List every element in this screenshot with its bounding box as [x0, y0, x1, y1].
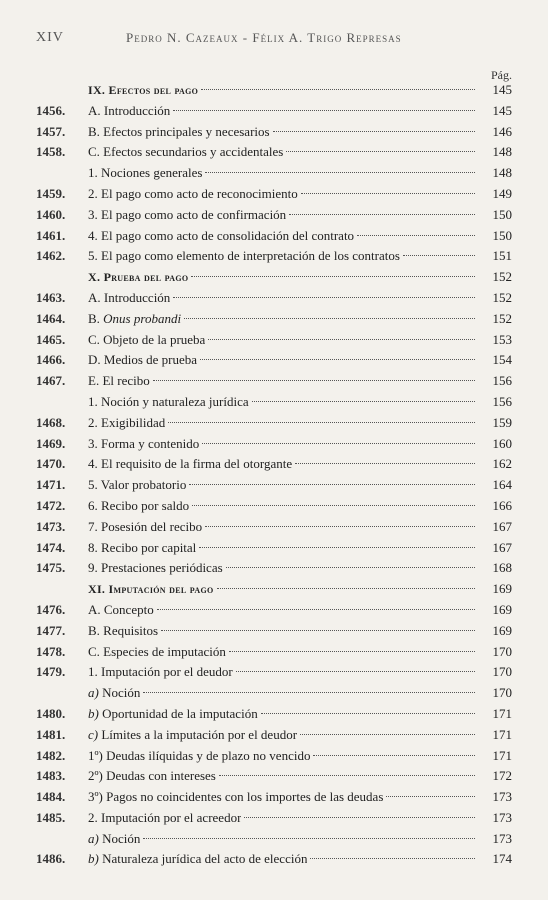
toc-paragraph-number: 1459. [36, 185, 66, 201]
dot-leader [300, 734, 475, 735]
dot-leader [236, 671, 475, 672]
toc-paragraph-number: 1462. [36, 248, 66, 264]
toc-entry-title: a) Noción [88, 830, 141, 846]
toc-paragraph-number: 1477. [36, 622, 66, 638]
toc-entry [36, 246, 512, 267]
toc-paragraph-number: 1460. [36, 206, 66, 222]
dot-leader [403, 255, 475, 256]
toc-entry [36, 434, 512, 455]
toc-entry-title: 3. El pago como acto de confirmación [88, 206, 287, 222]
dot-leader [191, 276, 475, 277]
toc-entry-title: B. Requisitos [88, 622, 159, 638]
toc-page-number: 172 [492, 768, 512, 784]
toc-page-number: 173 [492, 789, 512, 805]
toc-entry [36, 226, 512, 247]
toc-entry [36, 849, 512, 870]
toc-page-number: 156 [492, 393, 512, 409]
dot-leader [153, 380, 475, 381]
dot-leader [189, 484, 475, 485]
page-folio: XIV [36, 30, 64, 45]
toc-entry [36, 413, 512, 434]
toc-paragraph-number: 1482. [36, 747, 66, 763]
dot-leader [357, 235, 475, 236]
toc-entry-title: 3º) Pagos no coincidentes con los importes de las deudas [88, 789, 384, 805]
toc-entry-title: 6. Recibo por saldo [88, 497, 190, 513]
toc-page-number: 152 [492, 269, 512, 285]
dot-leader [229, 651, 475, 652]
toc-entry-title: D. Medios de prueba [88, 352, 198, 368]
dot-leader [143, 838, 475, 839]
toc-page-number: 170 [492, 685, 512, 701]
toc-page-number: 168 [492, 560, 512, 576]
toc-page-number: 152 [492, 310, 512, 326]
toc-paragraph-number: 1474. [36, 539, 66, 555]
toc-entry-title: c) Límites a la imputación por el deudor [88, 726, 298, 742]
toc-entry-title: 9. Prestaciones periódicas [88, 560, 223, 576]
dot-leader [286, 151, 475, 152]
toc-entry [36, 330, 512, 351]
toc-entry-title: A. Concepto [88, 601, 154, 617]
toc-page-number: 169 [492, 581, 512, 597]
toc-paragraph-number: 1473. [36, 518, 66, 534]
dot-leader [295, 463, 475, 464]
toc-paragraph-number: 1479. [36, 664, 66, 680]
toc-paragraph-number: 1470. [36, 456, 66, 472]
toc-entry-title: E. El recibo [88, 373, 150, 389]
toc-entry-title: B. Onus probandi [88, 310, 182, 326]
toc-entry-title: 1º) Deudas ilíquidas y de plazo no vencido [88, 747, 311, 763]
toc-entry-title: 5. El pago como elemento de interpretación de los contratos [88, 248, 400, 264]
toc-page-number: 169 [492, 622, 512, 638]
toc-entry-title: C. Objeto de la prueba [88, 331, 206, 347]
dot-leader [173, 297, 475, 298]
toc-section-heading [36, 579, 512, 600]
toc-entry [36, 725, 512, 746]
toc-page-number: 171 [492, 705, 512, 721]
toc-entry-title: A. Introducción [88, 102, 171, 118]
dot-leader [192, 505, 475, 506]
toc-entry-title: 2. Imputación por el acreedor [88, 809, 242, 825]
toc-entry-title: 2. Exigibilidad [88, 414, 166, 430]
toc-page-number: 154 [492, 352, 512, 368]
toc-section-heading [36, 267, 512, 288]
dot-leader [244, 817, 475, 818]
dot-leader [219, 775, 475, 776]
toc-page-number: 145 [492, 102, 512, 118]
toc-paragraph-number: 1466. [36, 352, 66, 368]
toc-paragraph-number: 1476. [36, 601, 66, 617]
toc-paragraph-number: 1483. [36, 768, 66, 784]
toc-page-number: 160 [492, 435, 512, 451]
toc-entry-title: b) Naturaleza jurídica del acto de elección [88, 851, 308, 867]
toc-entry [36, 392, 512, 413]
toc-entry [36, 662, 512, 683]
toc-paragraph-number: 1481. [36, 726, 66, 742]
toc-entry [36, 517, 512, 538]
page-header [36, 30, 512, 50]
toc-paragraph-number: 1486. [36, 851, 66, 867]
toc-paragraph-number: 1467. [36, 373, 66, 389]
toc-page-number: 170 [492, 664, 512, 680]
toc-entry-title: 4. El pago como acto de consolidación del contrato [88, 227, 355, 243]
running-head: Pedro N. Cazeaux - Félix A. Trigo Represas [126, 30, 402, 45]
toc-entry [36, 288, 512, 309]
toc-entry-title: b) Oportunidad de la imputación [88, 705, 258, 721]
toc-entry-title: 4. El requisito de la firma del otorgante [88, 456, 293, 472]
toc-page-number: 149 [492, 185, 512, 201]
toc-paragraph-number: 1471. [36, 477, 66, 493]
toc-entry-title: 3. Forma y contenido [88, 435, 200, 451]
toc-page-number: 171 [492, 726, 512, 742]
toc-entry-title: 5. Valor probatorio [88, 477, 187, 493]
toc-entry-title: B. Efectos principales y necesarios [88, 123, 270, 139]
toc-page-number: 153 [492, 331, 512, 347]
toc-entry [36, 496, 512, 517]
toc-page-number: 151 [492, 248, 512, 264]
toc-entry [36, 746, 512, 767]
toc-entry [36, 808, 512, 829]
dot-leader [157, 609, 475, 610]
toc-paragraph-number: 1457. [36, 123, 66, 139]
toc-page-number: 171 [492, 747, 512, 763]
dot-leader [252, 401, 475, 402]
toc-entry-title: a) Noción [88, 685, 141, 701]
toc-paragraph-number: 1464. [36, 310, 66, 326]
toc-entry [36, 350, 512, 371]
dot-leader [205, 172, 475, 173]
dot-leader [201, 89, 475, 90]
toc-paragraph-number: 1456. [36, 102, 66, 118]
toc-page-number: 146 [492, 123, 512, 139]
dot-leader [313, 755, 475, 756]
dot-leader [143, 692, 475, 693]
toc-paragraph-number: 1475. [36, 560, 66, 576]
toc-page-number: 156 [492, 373, 512, 389]
toc-paragraph-number: 1468. [36, 414, 66, 430]
toc-entry [36, 101, 512, 122]
toc-paragraph-number: 1472. [36, 497, 66, 513]
toc-paragraph-number: 1480. [36, 705, 66, 721]
toc-page-number: 166 [492, 497, 512, 513]
toc-entry-title: A. Introducción [88, 289, 171, 305]
dot-leader [273, 131, 475, 132]
toc-entry-title: C. Especies de imputación [88, 643, 226, 659]
toc-paragraph-number: 1458. [36, 144, 66, 160]
dot-leader [161, 630, 475, 631]
toc-entry [36, 766, 512, 787]
toc-paragraph-number: 1465. [36, 331, 66, 347]
toc-paragraph-number: 1478. [36, 643, 66, 659]
toc-paragraph-number: 1461. [36, 227, 66, 243]
toc-page-number: 148 [492, 144, 512, 160]
toc-section-heading [36, 80, 512, 101]
dot-leader [301, 193, 475, 194]
toc-page-number: 170 [492, 643, 512, 659]
toc-entry [36, 600, 512, 621]
toc-paragraph-number: 1463. [36, 289, 66, 305]
dot-leader [199, 547, 475, 548]
toc-entry [36, 704, 512, 725]
toc-entry-title: 7. Posesión del recibo [88, 518, 203, 534]
toc-entry-title: XI. Imputación del pago [88, 582, 214, 597]
toc-page-number: 173 [492, 809, 512, 825]
toc-page-number: 162 [492, 456, 512, 472]
toc-entry-title: 2º) Deudas con intereses [88, 768, 216, 784]
toc-entry [36, 142, 512, 163]
toc-entry-title: 1. Nociones generales [88, 165, 203, 181]
dot-leader [208, 339, 475, 340]
dot-leader [310, 858, 475, 859]
toc-entry [36, 787, 512, 808]
toc-entry-title: 2. El pago como acto de reconocimiento [88, 185, 298, 201]
toc-entry [36, 454, 512, 475]
toc-entry [36, 683, 512, 704]
toc-page-number: 152 [492, 289, 512, 305]
toc-page-number: 164 [492, 477, 512, 493]
toc-page-number: 145 [492, 82, 512, 97]
dot-leader [202, 443, 475, 444]
dot-leader [289, 214, 475, 215]
toc-page-number: 167 [492, 539, 512, 555]
toc-entry [36, 184, 512, 205]
toc-entry [36, 538, 512, 559]
toc-entry [36, 829, 512, 850]
toc-page-number: 148 [492, 165, 512, 181]
toc-entry [36, 475, 512, 496]
toc-page-number: 173 [492, 830, 512, 846]
toc-page-number: 174 [492, 851, 512, 867]
dot-leader [261, 713, 475, 714]
toc-page-number: 159 [492, 414, 512, 430]
table-of-contents [36, 80, 512, 870]
toc-entry-title: 1. Imputación por el deudor [88, 664, 233, 680]
dot-leader [205, 526, 475, 527]
toc-entry-title: C. Efectos secundarios y accidentales [88, 144, 284, 160]
toc-paragraph-number: 1484. [36, 789, 66, 805]
toc-entry [36, 642, 512, 663]
toc-page-number: 150 [492, 227, 512, 243]
toc-page-number: 167 [492, 518, 512, 534]
dot-leader [217, 588, 476, 589]
toc-entry [36, 163, 512, 184]
dot-leader [200, 359, 475, 360]
dot-leader [386, 796, 475, 797]
toc-entry-title: 8. Recibo por capital [88, 539, 197, 555]
toc-page-number: 150 [492, 206, 512, 222]
page-column-label: Pág. [491, 68, 512, 82]
dot-leader [173, 110, 475, 111]
toc-entry [36, 309, 512, 330]
toc-entry [36, 558, 512, 579]
toc-page-number: 169 [492, 601, 512, 617]
toc-entry-title: X. Prueba del pago [88, 270, 189, 285]
toc-entry-title: 1. Noción y naturaleza jurídica [88, 393, 249, 409]
dot-leader [168, 422, 475, 423]
toc-entry-title: IX. Efectos del pago [88, 83, 199, 97]
dot-leader [226, 567, 475, 568]
toc-paragraph-number: 1469. [36, 435, 66, 451]
toc-entry [36, 621, 512, 642]
toc-entry [36, 205, 512, 226]
toc-paragraph-number: 1485. [36, 809, 66, 825]
toc-entry [36, 122, 512, 143]
dot-leader [184, 318, 475, 319]
toc-entry [36, 371, 512, 392]
